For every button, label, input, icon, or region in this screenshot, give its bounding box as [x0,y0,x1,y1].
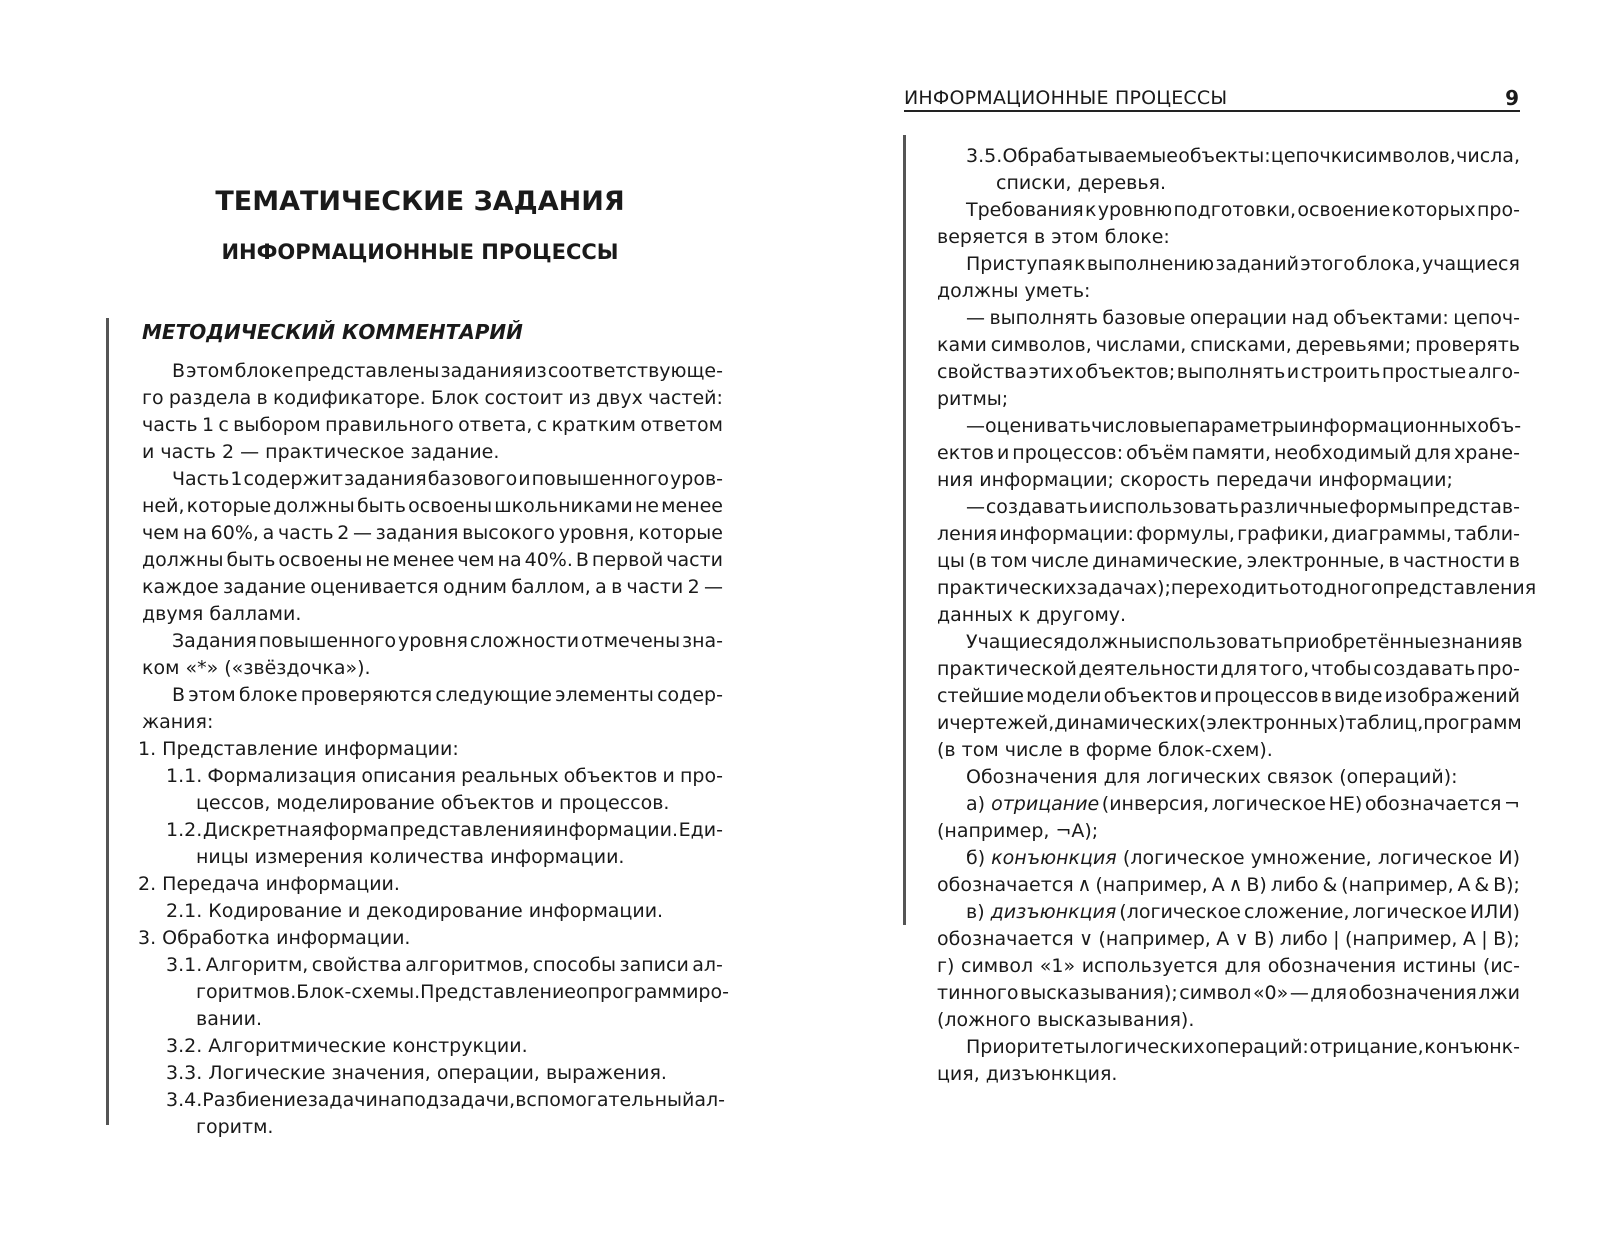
left-text-line: цессов, моделирование объектов и процессов. [196,792,670,814]
left-text-line: В этом блоке представлены задания из соответствующе- [172,360,723,382]
page-title: ТЕМАТИЧЕСКИЕ ЗАДАНИЯ [215,186,625,217]
right-text-line: ками символов, числами, списками, деревьями; проверять [937,334,1520,356]
right-text-line: обозначается ∧ (например, A ∧ B) либо & (например, A & B); [937,874,1520,896]
left-text-line: 3.3. Логические значения, операции, выражения. [166,1062,667,1084]
right-text-line: практических задачах); переходить от одного представления [937,577,1537,599]
right-text-line: Приоритеты логических операций: отрицание, конъюнк- [966,1036,1520,1058]
right-text-line: — оценивать числовые параметры информационных объ- [966,415,1522,437]
left-text-line: часть 1 с выбором правильного ответа, с кратким ответом [142,414,723,436]
right-text-line: ция, дизъюнкция. [937,1063,1118,1085]
right-text-line: Требования к уровню подготовки, освоение которых про- [966,199,1520,221]
right-text-line: практической деятельности для того, чтобы создавать про- [937,658,1520,680]
left-text-line: вании. [196,1008,262,1030]
page-subtitle: ИНФОРМАЦИОННЫЕ ПРОЦЕССЫ [221,240,619,264]
left-text-line: должны быть освоены не менее чем на 40%. В первой части [142,549,723,571]
italic-term: конъюнкция [991,847,1117,869]
left-text-line: Часть 1 содержит задания базового и повышенного уров- [172,468,723,490]
right-text-line: а) отрицание (инверсия, логическое НЕ) обозначается ¬ [966,793,1520,815]
right-text-line: данных к другому. [937,604,1127,626]
right-text-line: должны уметь: [937,280,1091,302]
right-text-line: ритмы; [937,388,1009,410]
right-text-line: г) символ «1» используется для обозначения истины (ис- [937,955,1520,977]
left-text-line: 2. Передача информации. [138,873,400,895]
right-text-line: ния информации; скорость передачи информации; [937,469,1453,491]
right-text-line: в) дизъюнкция (логическое сложение, логическое ИЛИ) [966,901,1520,923]
left-text-line: каждое задание оценивается одним баллом, а в части 2 — [142,576,723,598]
italic-term: отрицание [991,793,1100,815]
running-header: ИНФОРМАЦИОННЫЕ ПРОЦЕССЫ [904,87,1228,109]
section-heading: МЕТОДИЧЕСКИЙ КОММЕНТАРИЙ [142,320,523,344]
right-text-line: ектов и процессов: объём памяти, необходимый для хране- [937,442,1520,464]
left-margin-bar [106,318,109,1125]
left-text-line: 1.2. Дискретная форма представления информации. Еди- [166,819,723,841]
right-text-line: обозначается ∨ (например, A ∨ B) либо | (например, A | B); [937,928,1520,950]
left-text-line: 2.1. Кодирование и декодирование информации. [166,900,664,922]
left-text-line: и часть 2 — практическое задание. [142,441,500,463]
right-text-line: — выполнять базовые операции над объектами: цепоч- [966,307,1520,329]
left-text-line: чем на 60%, а часть 2 — задания высокого уровня, которые [142,522,723,544]
right-margin-bar [903,135,906,925]
left-text-line: 3.1. Алгоритм, свойства алгоритмов, способы записи ал- [166,954,723,976]
left-text-line: горитмов. Блок-схемы. Представление о программиро- [196,981,729,1003]
right-text-line: ления информации: формулы, графики, диаграммы, табли- [937,523,1520,545]
right-text-line: (в том числе в форме блок-схем). [937,739,1273,761]
left-text-line: двумя баллами. [142,603,302,625]
right-text-line: тинного высказывания); символ «0» — для обозначения лжи [937,982,1520,1004]
right-text-line: свойства этих объектов; выполнять и строить простые алго- [937,361,1520,383]
right-text-line: веряется в этом блоке: [937,226,1170,248]
header-rule [904,110,1520,112]
right-text-line: Приступая к выполнению заданий этого блока, учащиеся [966,253,1520,275]
right-text-line: б) конъюнкция (логическое умножение, логическое И) [966,847,1520,869]
right-text-line: — создавать и использовать различные формы представ- [966,496,1520,518]
left-text-line: Задания повышенного уровня сложности отмечены зна- [172,630,723,652]
italic-term: дизъюнкция [990,901,1117,923]
right-text-line: (ложного высказывания). [937,1009,1195,1031]
left-text-line: 3.2. Алгоритмические конструкции. [166,1035,528,1057]
left-text-line: 1.1. Формализация описания реальных объектов и про- [166,765,723,787]
page-number: 9 [1505,86,1519,110]
left-text-line: ком «*» («звёздочка»). [142,657,371,679]
right-text-line: 3.5. Обрабатываемые объекты: цепочки символов, числа, [966,145,1520,167]
left-text-line: 1. Представление информации: [138,738,459,760]
right-text-line: стейшие модели объектов и процессов в виде изображений [937,685,1520,707]
right-text-line: и чертежей, динамических (электронных) таблиц, программ [937,712,1522,734]
left-text-line: горитм. [196,1116,274,1138]
right-text-line: Учащиеся должны использовать приобретённые знания в [966,631,1523,653]
right-text-line: (например, ¬A); [937,820,1099,842]
left-text-line: В этом блоке проверяются следующие элементы содер- [172,684,723,706]
left-text-line: го раздела в кодификаторе. Блок состоит из двух частей: [142,387,723,409]
left-text-line: жания: [142,711,214,733]
left-text-line: ней, которые должны быть освоены школьниками не менее [142,495,723,517]
right-text-line: Обозначения для логических связок (операций): [966,766,1458,788]
right-text-line: цы (в том числе динамические, электронные, в частности в [937,550,1520,572]
left-text-line: 3.4. Разбиение задачи на подзадачи, вспомогательный ал- [166,1089,726,1111]
left-text-line: 3. Обработка информации. [138,927,411,949]
right-text-line: списки, деревья. [996,172,1167,194]
left-text-line: ницы измерения количества информации. [196,846,625,868]
